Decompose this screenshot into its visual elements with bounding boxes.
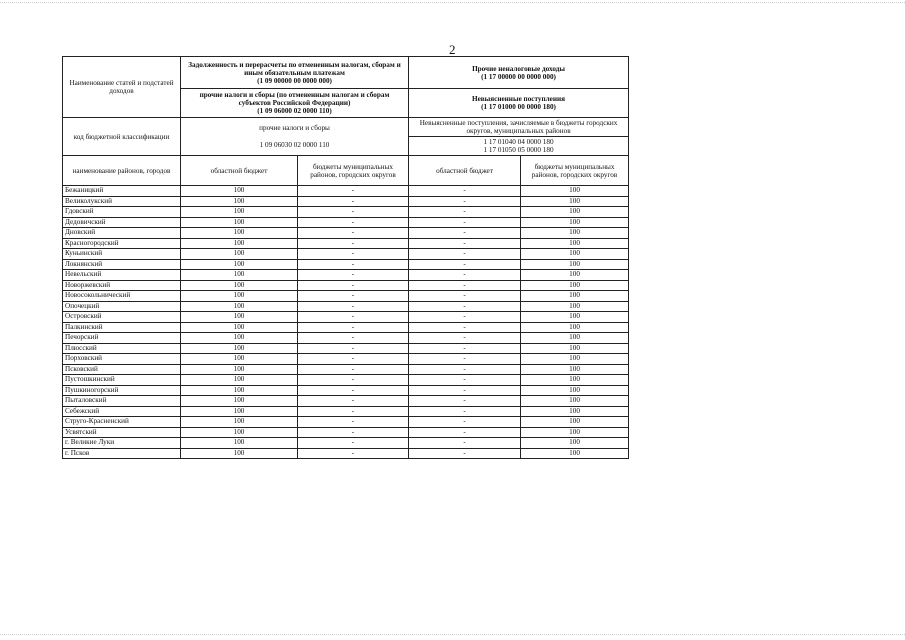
table-row bbox=[63, 364, 629, 375]
table-row bbox=[63, 259, 629, 270]
table-row bbox=[63, 438, 629, 449]
table-row bbox=[63, 375, 629, 386]
district-name-cell: Красногородский bbox=[63, 238, 181, 249]
bk1-cell bbox=[181, 118, 409, 156]
group2-code: (1 17 00000 00 0000 000) bbox=[481, 72, 556, 81]
district-name-cell: Себежский bbox=[63, 406, 181, 417]
municipal-budget-cell: - bbox=[298, 259, 409, 270]
municipal-budget-cell: - bbox=[298, 301, 409, 312]
regional-budget-cell-2: - bbox=[409, 228, 521, 239]
group1-header bbox=[181, 57, 409, 89]
district-name-cell: Печорский bbox=[63, 333, 181, 344]
regional-budget-cell-2: - bbox=[409, 427, 521, 438]
regional-budget-cell: 100 bbox=[181, 333, 298, 344]
district-name-cell: Усвятский bbox=[63, 427, 181, 438]
sub1-header bbox=[181, 89, 409, 118]
regional-budget-cell-2: - bbox=[409, 333, 521, 344]
bk2-cell bbox=[409, 118, 629, 156]
regional-budget-column-header-2: областной бюджет bbox=[409, 156, 521, 186]
municipal-budget-cell-2: 100 bbox=[521, 375, 629, 386]
municipal-budget-cell-2: 100 bbox=[521, 301, 629, 312]
table-row bbox=[63, 312, 629, 323]
district-name-cell: Струго-Красненский bbox=[63, 417, 181, 428]
municipal-budget-cell: - bbox=[298, 375, 409, 386]
bk1-name: прочие налоги и сборы bbox=[259, 124, 330, 132]
regional-budget-cell: 100 bbox=[181, 375, 298, 386]
regional-budget-cell: 100 bbox=[181, 238, 298, 249]
municipal-budget-cell-2: 100 bbox=[521, 196, 629, 207]
table-row bbox=[63, 448, 629, 459]
regional-budget-cell-2: - bbox=[409, 217, 521, 228]
municipal-budget-cell: - bbox=[298, 270, 409, 281]
regional-budget-cell-2: - bbox=[409, 207, 521, 218]
municipal-budget-cell-2: 100 bbox=[521, 427, 629, 438]
table-row bbox=[63, 186, 629, 197]
table-row bbox=[63, 249, 629, 260]
sub2-code: (1 17 01000 00 0000 180) bbox=[481, 103, 556, 111]
regional-budget-cell-2: - bbox=[409, 438, 521, 449]
regional-budget-cell: 100 bbox=[181, 312, 298, 323]
municipal-budget-cell-2: 100 bbox=[521, 249, 629, 260]
regional-budget-cell-2: - bbox=[409, 354, 521, 365]
regional-budget-cell: 100 bbox=[181, 217, 298, 228]
group2-title: Прочие неналоговые доходы bbox=[472, 64, 565, 73]
table-row bbox=[63, 354, 629, 365]
regional-budget-cell: 100 bbox=[181, 259, 298, 270]
district-name-cell: Островский bbox=[63, 312, 181, 323]
municipal-budget-cell: - bbox=[298, 417, 409, 428]
regional-budget-cell-2: - bbox=[409, 312, 521, 323]
regional-budget-cell: 100 bbox=[181, 270, 298, 281]
district-name-cell: Новосокольнический bbox=[63, 291, 181, 302]
district-name-cell: Пушкиногорский bbox=[63, 385, 181, 396]
regional-budget-cell: 100 bbox=[181, 322, 298, 333]
regional-budget-cell-2: - bbox=[409, 364, 521, 375]
municipal-budget-column-header: бюджеты муниципальных районов, городских округов bbox=[298, 156, 409, 186]
regional-budget-cell-2: - bbox=[409, 196, 521, 207]
regional-budget-cell: 100 bbox=[181, 427, 298, 438]
municipal-budget-cell-2: 100 bbox=[521, 417, 629, 428]
sub1-title: прочие налоги и сборы (по отмененным налогам и сборам субъектов Российской Федерации) bbox=[199, 91, 390, 107]
group2-header bbox=[409, 57, 629, 89]
regional-budget-cell-2: - bbox=[409, 375, 521, 386]
municipal-budget-cell: - bbox=[298, 280, 409, 291]
sub1-code: (1 09 06000 02 0000 110) bbox=[257, 107, 332, 115]
district-column-header: наименование районов, городов bbox=[63, 156, 181, 186]
table-row bbox=[63, 427, 629, 438]
table-row bbox=[63, 417, 629, 428]
group1-title: Задолженность и перерасчеты по отмененным налогам, сборам и иным обязательным платежам bbox=[188, 60, 401, 77]
item-name-header: Наименование статей и подстатей доходов bbox=[63, 57, 181, 118]
municipal-budget-cell-2: 100 bbox=[521, 217, 629, 228]
table-row bbox=[63, 270, 629, 281]
municipal-budget-cell-2: 100 bbox=[521, 259, 629, 270]
regional-budget-cell: 100 bbox=[181, 186, 298, 197]
bk2-name: Невыясненные поступления, зачисляемые в бюджеты городских округов, муниципальных районов bbox=[419, 119, 618, 135]
district-name-cell: Новоржевский bbox=[63, 280, 181, 291]
municipal-budget-cell-2: 100 bbox=[521, 396, 629, 407]
municipal-budget-cell-2: 100 bbox=[521, 364, 629, 375]
regional-budget-column-header: областной бюджет bbox=[181, 156, 298, 186]
table-row bbox=[63, 322, 629, 333]
district-name-cell: Плюсский bbox=[63, 343, 181, 354]
district-name-cell: Пустошкинский bbox=[63, 375, 181, 386]
table-row bbox=[63, 196, 629, 207]
regional-budget-cell: 100 bbox=[181, 249, 298, 260]
district-name-cell: Палкинский bbox=[63, 322, 181, 333]
regional-budget-cell-2: - bbox=[409, 249, 521, 260]
municipal-budget-cell: - bbox=[298, 249, 409, 260]
municipal-budget-cell: - bbox=[298, 354, 409, 365]
municipal-budget-cell: - bbox=[298, 238, 409, 249]
municipal-budget-cell-2: 100 bbox=[521, 207, 629, 218]
municipal-budget-cell-2: 100 bbox=[521, 228, 629, 239]
municipal-budget-cell: - bbox=[298, 228, 409, 239]
district-name-cell: Бежаницкий bbox=[63, 186, 181, 197]
bk2-code-b: 1 17 01050 05 0000 180 bbox=[483, 146, 554, 154]
municipal-budget-cell-2: 100 bbox=[521, 280, 629, 291]
table-row bbox=[63, 280, 629, 291]
regional-budget-cell-2: - bbox=[409, 385, 521, 396]
sub2-title: Невыясненные поступления bbox=[471, 95, 566, 103]
table-row bbox=[63, 238, 629, 249]
municipal-budget-cell: - bbox=[298, 322, 409, 333]
regional-budget-cell: 100 bbox=[181, 364, 298, 375]
regional-budget-cell-2: - bbox=[409, 259, 521, 270]
municipal-budget-cell-2: 100 bbox=[521, 354, 629, 365]
municipal-budget-cell: - bbox=[298, 385, 409, 396]
municipal-budget-cell: - bbox=[298, 343, 409, 354]
group1-code: (1 09 00000 00 0000 000) bbox=[257, 76, 332, 85]
municipal-budget-cell-2: 100 bbox=[521, 291, 629, 302]
municipal-budget-cell: - bbox=[298, 186, 409, 197]
district-name-cell: Дновский bbox=[63, 228, 181, 239]
scan-edge-top bbox=[0, 2, 905, 4]
municipal-budget-cell: - bbox=[298, 207, 409, 218]
municipal-budget-column-header-2: бюджеты муниципальных районов, городских округов bbox=[521, 156, 629, 186]
municipal-budget-cell-2: 100 bbox=[521, 333, 629, 344]
regional-budget-cell: 100 bbox=[181, 354, 298, 365]
municipal-budget-cell-2: 100 bbox=[521, 385, 629, 396]
municipal-budget-cell-2: 100 bbox=[521, 270, 629, 281]
header-row-1 bbox=[63, 57, 629, 89]
regional-budget-cell: 100 bbox=[181, 301, 298, 312]
regional-budget-cell-2: - bbox=[409, 238, 521, 249]
district-name-cell: Опочецкий bbox=[63, 301, 181, 312]
district-name-cell: Невельский bbox=[63, 270, 181, 281]
municipal-budget-cell: - bbox=[298, 312, 409, 323]
municipal-budget-cell-2: 100 bbox=[521, 186, 629, 197]
district-name-cell: г. Псков bbox=[63, 448, 181, 459]
municipal-budget-cell: - bbox=[298, 427, 409, 438]
regional-budget-cell-2: - bbox=[409, 280, 521, 291]
municipal-budget-cell-2: 100 bbox=[521, 322, 629, 333]
table-row bbox=[63, 291, 629, 302]
municipal-budget-cell-2: 100 bbox=[521, 312, 629, 323]
district-name-cell: г. Великие Луки bbox=[63, 438, 181, 449]
district-name-cell: Куньинский bbox=[63, 249, 181, 260]
regional-budget-cell: 100 bbox=[181, 417, 298, 428]
district-name-cell: Гдовский bbox=[63, 207, 181, 218]
regional-budget-cell-2: - bbox=[409, 396, 521, 407]
table-row bbox=[63, 207, 629, 218]
municipal-budget-cell: - bbox=[298, 291, 409, 302]
bk1-code: 1 09 06030 02 0000 110 bbox=[259, 141, 330, 149]
bk2-code-a: 1 17 01040 04 0000 180 bbox=[409, 136, 628, 146]
bk-label: код бюджетной классификации bbox=[63, 118, 181, 156]
scan-edge-bottom bbox=[0, 634, 905, 636]
regional-budget-cell-2: - bbox=[409, 417, 521, 428]
table-row bbox=[63, 396, 629, 407]
page-number: 2 bbox=[449, 42, 456, 57]
regional-budget-cell: 100 bbox=[181, 280, 298, 291]
header-row-bk bbox=[63, 118, 629, 156]
municipal-budget-cell-2: 100 bbox=[521, 438, 629, 449]
regional-budget-cell: 100 bbox=[181, 385, 298, 396]
regional-budget-cell: 100 bbox=[181, 396, 298, 407]
sub2-header bbox=[409, 89, 629, 118]
regional-budget-cell: 100 bbox=[181, 291, 298, 302]
regional-budget-cell-2: - bbox=[409, 322, 521, 333]
regional-budget-cell-2: - bbox=[409, 301, 521, 312]
table-row bbox=[63, 228, 629, 239]
regional-budget-cell: 100 bbox=[181, 343, 298, 354]
municipal-budget-cell: - bbox=[298, 217, 409, 228]
municipal-budget-cell: - bbox=[298, 396, 409, 407]
district-name-cell: Великолукский bbox=[63, 196, 181, 207]
regional-budget-cell-2: - bbox=[409, 186, 521, 197]
table-row bbox=[63, 385, 629, 396]
regional-budget-cell: 100 bbox=[181, 406, 298, 417]
municipal-budget-cell-2: 100 bbox=[521, 238, 629, 249]
regional-budget-cell-2: - bbox=[409, 291, 521, 302]
municipal-budget-cell: - bbox=[298, 196, 409, 207]
regional-budget-cell: 100 bbox=[181, 438, 298, 449]
municipal-budget-cell: - bbox=[298, 448, 409, 459]
district-name-cell: Пыталовский bbox=[63, 396, 181, 407]
municipal-budget-cell: - bbox=[298, 333, 409, 344]
regional-budget-cell-2: - bbox=[409, 343, 521, 354]
table-row bbox=[63, 333, 629, 344]
district-name-cell: Порховский bbox=[63, 354, 181, 365]
budget-distribution-table bbox=[62, 56, 629, 459]
regional-budget-cell-2: - bbox=[409, 406, 521, 417]
regional-budget-cell: 100 bbox=[181, 196, 298, 207]
municipal-budget-cell-2: 100 bbox=[521, 406, 629, 417]
regional-budget-cell-2: - bbox=[409, 270, 521, 281]
municipal-budget-cell: - bbox=[298, 406, 409, 417]
municipal-budget-cell: - bbox=[298, 364, 409, 375]
district-name-cell: Локнянский bbox=[63, 259, 181, 270]
regional-budget-cell: 100 bbox=[181, 448, 298, 459]
table-row bbox=[63, 217, 629, 228]
municipal-budget-cell-2: 100 bbox=[521, 343, 629, 354]
table-row bbox=[63, 406, 629, 417]
regional-budget-cell: 100 bbox=[181, 228, 298, 239]
regional-budget-cell-2: - bbox=[409, 448, 521, 459]
regional-budget-cell: 100 bbox=[181, 207, 298, 218]
municipal-budget-cell-2: 100 bbox=[521, 448, 629, 459]
municipal-budget-cell: - bbox=[298, 438, 409, 449]
district-name-cell: Псковский bbox=[63, 364, 181, 375]
table-row bbox=[63, 301, 629, 312]
header-row-columns bbox=[63, 156, 629, 186]
table-row bbox=[63, 343, 629, 354]
district-name-cell: Дедовичский bbox=[63, 217, 181, 228]
